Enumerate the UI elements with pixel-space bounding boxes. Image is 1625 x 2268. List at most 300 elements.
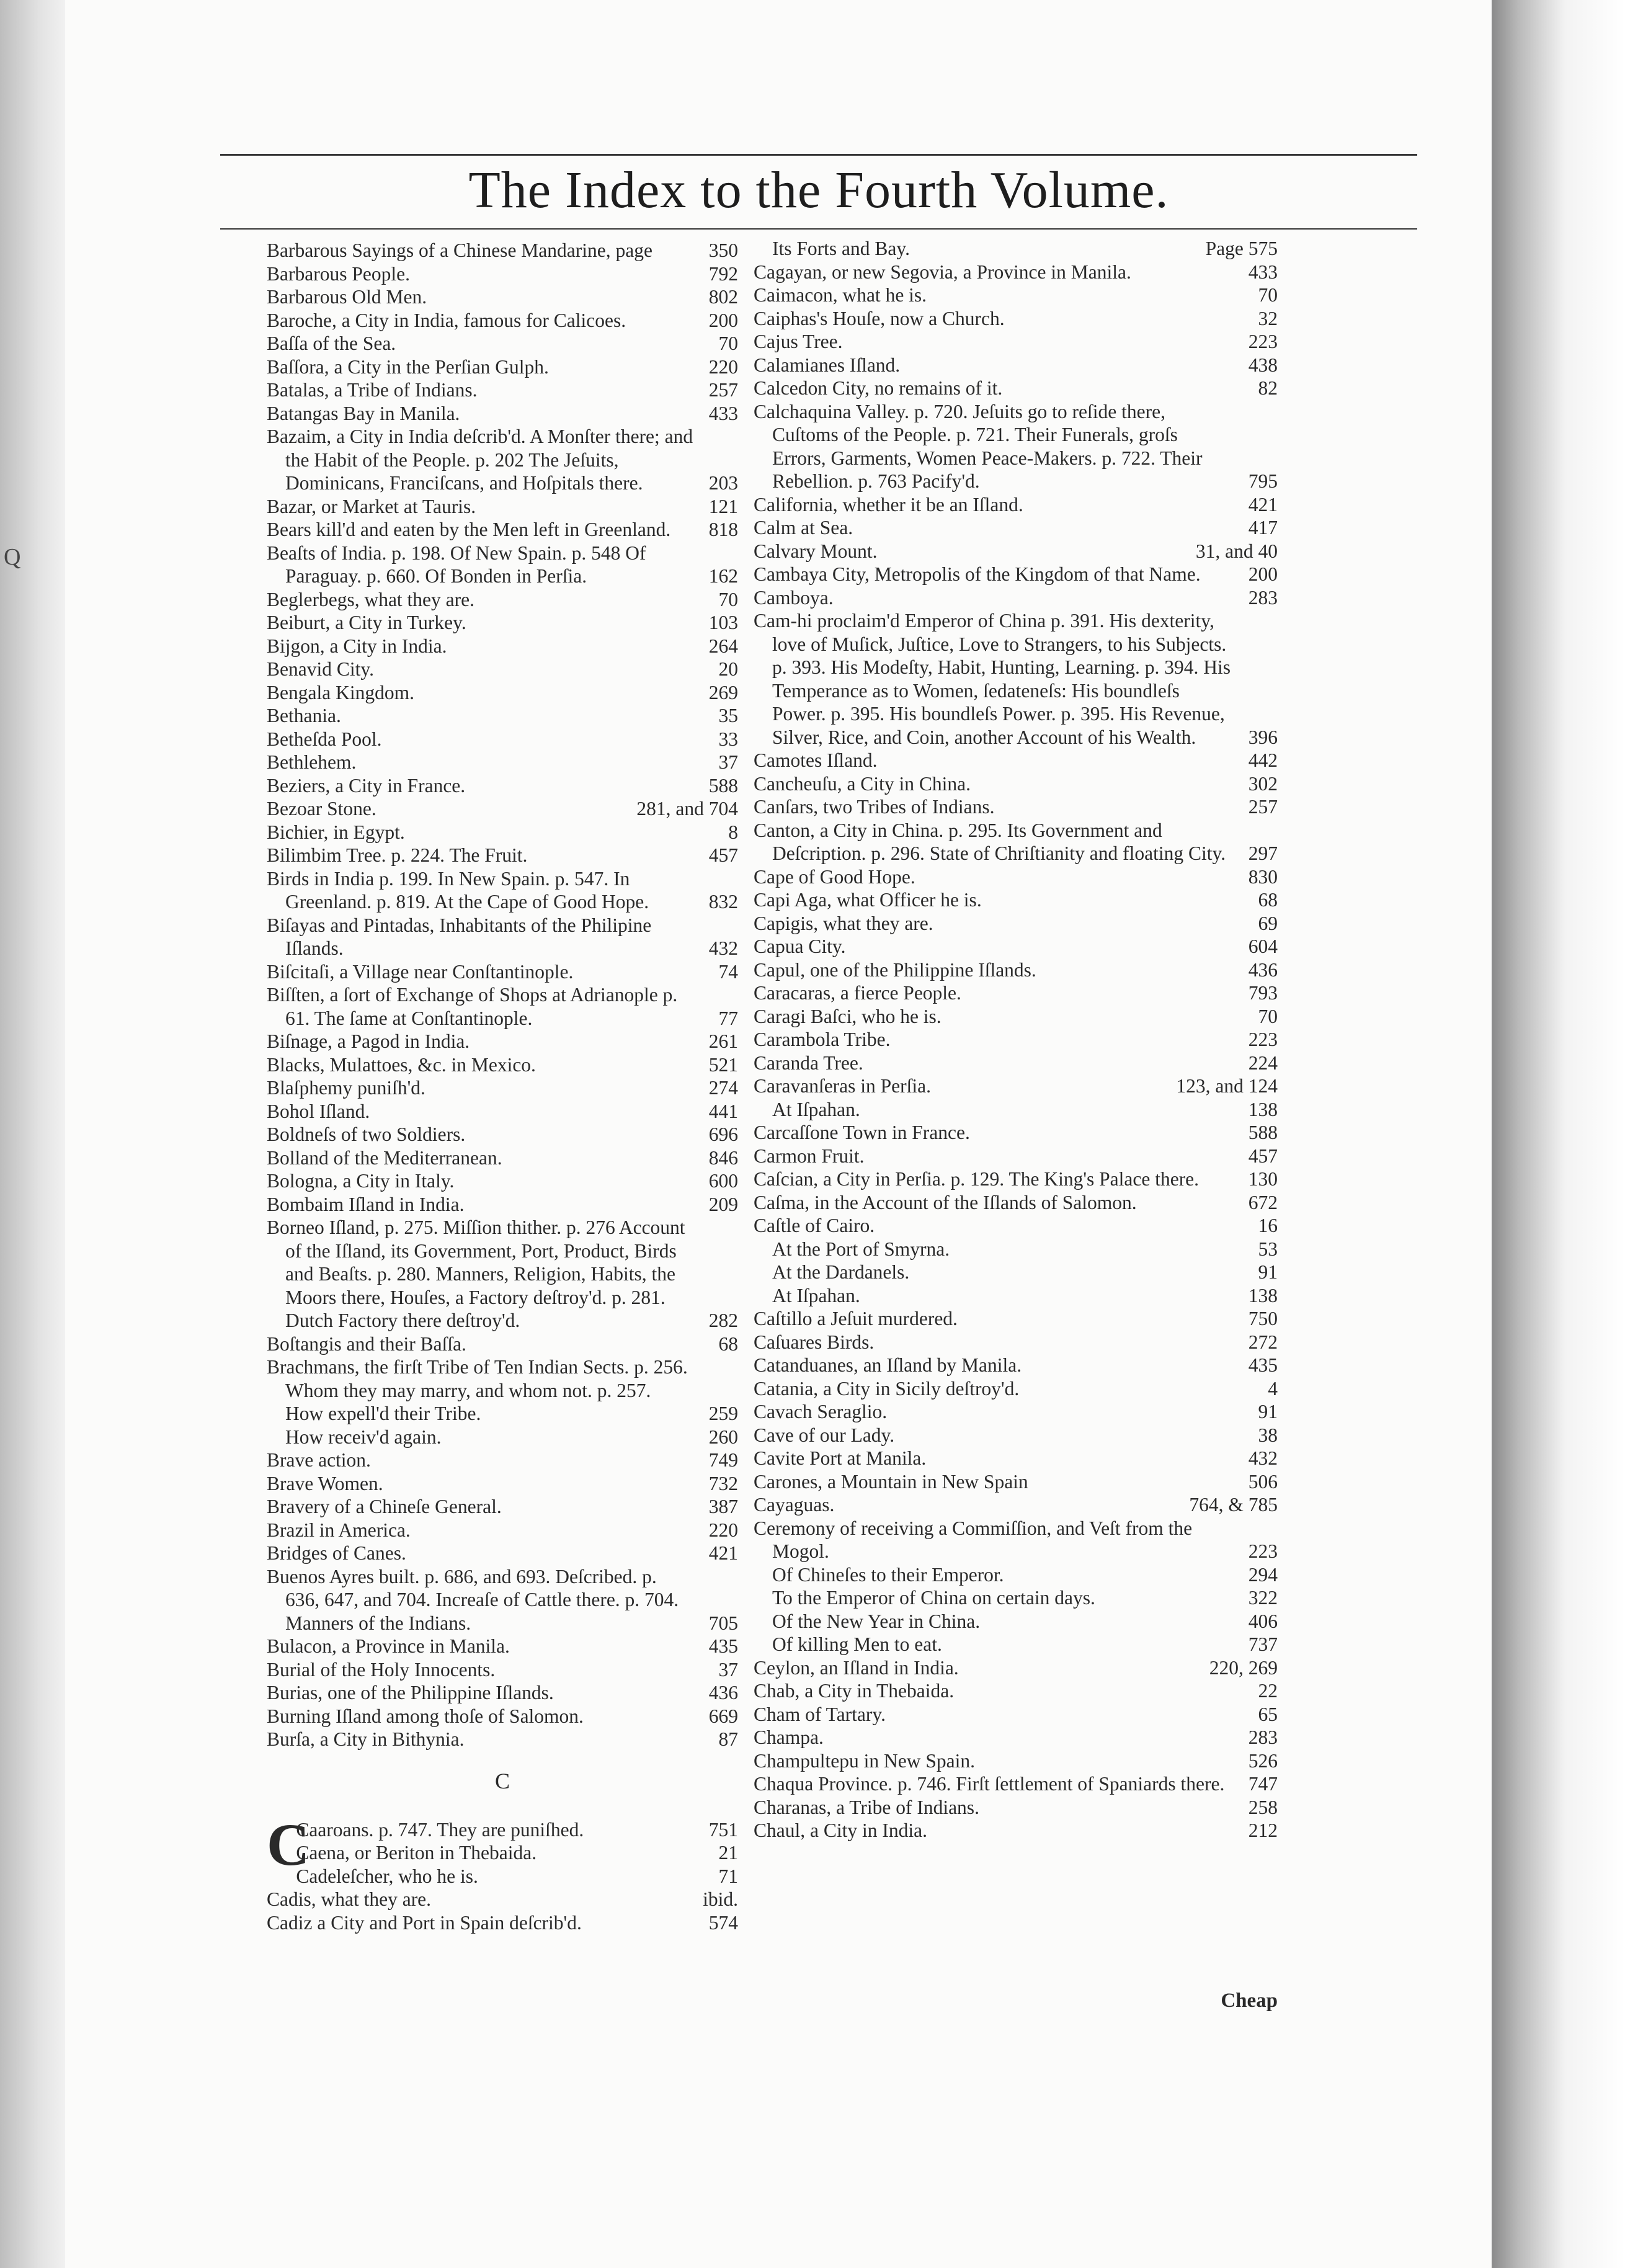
index-entry: [754, 307, 1278, 331]
entry-text: Bologna, a City in Italy.: [267, 1170, 455, 1192]
entry-page-number: 433: [1248, 261, 1278, 283]
entry-page-number: 70: [718, 588, 738, 610]
index-entry: [267, 611, 738, 635]
entry-text: Baſſa of the Sea.: [267, 333, 396, 354]
section-letter: C: [494, 1768, 510, 1793]
entry-text: Cancheuſu, a City in China.: [754, 772, 971, 795]
entry-text: Camboya.: [754, 586, 834, 609]
entry-text: Caravanſeras in Perſia.: [754, 1075, 932, 1097]
index-entry: [267, 239, 738, 262]
entry-text: Bohol Iſland.: [267, 1100, 370, 1122]
entry-text: Of the New Year in China.: [772, 1610, 981, 1632]
index-entry: [754, 1563, 1278, 1587]
entry-text: Caranda Tree.: [754, 1051, 863, 1074]
entry-text: Batangas Bay in Manila.: [267, 402, 460, 424]
entry-text: At the Dardanels.: [772, 1261, 910, 1283]
entry-text: Baroche, a City in India, famous for Calicoes.: [267, 309, 626, 331]
index-entry: [754, 749, 1278, 772]
entry-text: Brave Women.: [267, 1472, 383, 1494]
entry-page-number: 672: [1248, 1191, 1278, 1213]
entry-page-number: 4: [1268, 1377, 1278, 1400]
index-entry: [754, 772, 1278, 796]
entry-page-number: 121: [708, 495, 738, 517]
entry-text: Biſnage, a Pagod in India.: [267, 1030, 470, 1052]
index-entry: [754, 1749, 1278, 1773]
entry-page-number: 138: [1248, 1098, 1278, 1120]
entry-page-number: 223: [1248, 1029, 1278, 1050]
entry-page-number: 200: [1248, 563, 1278, 585]
index-entry: [754, 1074, 1278, 1098]
entry-page-number: 764, & 785: [1189, 1494, 1278, 1516]
entry-page-number: 68: [1258, 889, 1278, 911]
entry-page-number: 846: [708, 1146, 738, 1169]
entry-page-number: 696: [708, 1123, 738, 1145]
entry-text: Bears kill'd and eaten by the Men left in Greenland.: [267, 519, 671, 540]
entry-text: Cham of Tartary.: [754, 1703, 886, 1725]
entry-page-number: 350: [708, 239, 738, 261]
entry-text: Bulacon, a Province in Manila.: [267, 1635, 510, 1657]
entry-text: Burias, one of the Philippine Iſlands.: [267, 1682, 554, 1703]
entry-page-number: 421: [708, 1542, 738, 1564]
entry-text: Birds in India p. 199. In New Spain. p. 547. In Greenland. p. 819. At the Cape of Good Hope.: [267, 867, 649, 913]
entry-text: Champa.: [754, 1726, 824, 1748]
index-entry: [267, 1841, 738, 1865]
entry-page-number: 220, 269: [1209, 1656, 1278, 1679]
entry-page-number: 574: [708, 1911, 738, 1934]
entry-text: Of Chineſes to their Emperor.: [772, 1563, 1004, 1586]
index-entry: [267, 1216, 738, 1333]
entry-page-number: 432: [1248, 1447, 1278, 1469]
index-entry: [754, 284, 1278, 307]
entry-text: Cave of our Lady.: [754, 1424, 895, 1446]
entry-text: Blaſphemy puniſh'd.: [267, 1077, 425, 1099]
entry-page-number: 82: [1258, 377, 1278, 399]
index-entry: [754, 912, 1278, 935]
entry-page-number: 750: [1248, 1308, 1278, 1329]
entry-page-number: 588: [708, 774, 738, 797]
index-entry: [267, 285, 738, 309]
entry-text: California, whether it be an Iſland.: [754, 493, 1023, 516]
index-entry: [754, 1447, 1278, 1470]
index-entry: [267, 1053, 738, 1077]
index-entry: [754, 1400, 1278, 1424]
entry-page-number: 70: [718, 333, 738, 354]
index-entry: [267, 1658, 738, 1682]
index-entry: [267, 1519, 738, 1542]
index-entry: [754, 1610, 1278, 1633]
index-entry: [754, 540, 1278, 563]
entry-page-number: 31, and 40: [1195, 540, 1278, 562]
entry-text: Burial of the Holy Innocents.: [267, 1658, 496, 1681]
entry-page-number: 123, and 124: [1176, 1075, 1278, 1097]
entry-page-number: 457: [708, 844, 738, 866]
entry-page-number: 20: [718, 658, 738, 680]
index-entry: [754, 1284, 1278, 1308]
index-entry: [754, 586, 1278, 610]
entry-page-number: 260: [708, 1426, 738, 1448]
index-entry: [267, 1123, 738, 1146]
entry-page-number: 53: [1258, 1238, 1278, 1260]
entry-page-number: 521: [708, 1053, 738, 1076]
index-entry: [754, 935, 1278, 958]
entry-text: Bazar, or Market at Tauris.: [267, 495, 476, 517]
entry-page-number: 457: [1248, 1145, 1278, 1167]
index-entry: [267, 1865, 738, 1888]
entry-page-number: 65: [1258, 1703, 1278, 1725]
margin-mark: Q: [4, 544, 21, 570]
index-entry: [267, 1681, 738, 1705]
entry-text: At Iſpahan.: [772, 1284, 860, 1306]
entry-text: Bijgon, a City in India.: [267, 635, 447, 657]
entry-text: Bombaim Iſland in India.: [267, 1193, 465, 1215]
entry-page-number: 220: [708, 1519, 738, 1541]
index-entry: [267, 1449, 738, 1472]
entry-page-number: 387: [708, 1496, 738, 1517]
index-entry: [267, 983, 738, 1030]
entry-page-number: 732: [708, 1472, 738, 1494]
index-entry: [267, 1565, 738, 1635]
entry-text: Calvary Mount.: [754, 540, 878, 562]
entry-page-number: 35: [718, 705, 738, 726]
entry-page-number: 818: [708, 519, 738, 540]
entry-text: Biſayas and Pintadas, Inhabitants of the Philipine Iſlands.: [267, 914, 652, 959]
index-entry: [754, 1470, 1278, 1494]
entry-text: Barbarous Sayings of a Chinese Mandarine, page: [267, 239, 652, 261]
entry-page-number: 281, and 704: [636, 798, 738, 819]
entry-text: Bolland of the Mediterranean.: [267, 1146, 502, 1169]
index-entry: [267, 588, 738, 612]
entry-page-number: 441: [708, 1100, 738, 1122]
entry-page-number: Page 575: [1205, 238, 1278, 259]
index-column-left: [267, 239, 738, 1934]
index-entry: [267, 821, 738, 844]
entry-page-number: 792: [708, 262, 738, 285]
entry-page-number: 69: [1258, 912, 1278, 934]
index-entry: [267, 1193, 738, 1217]
entry-text: Ceremony of receiving a Commiſſion, and Veſt from the Mogol.: [754, 1517, 1193, 1562]
entry-text: Bethlehem.: [267, 751, 357, 773]
entry-page-number: 432: [708, 937, 738, 959]
entry-text: How receiv'd again.: [285, 1426, 442, 1448]
entry-text: Burning Iſland among thoſe of Salomon.: [267, 1705, 584, 1727]
entry-page-number: 16: [1258, 1215, 1278, 1236]
index-entry: [754, 1307, 1278, 1331]
entry-text: Cavach Seraglio.: [754, 1401, 888, 1422]
index-entry: [267, 1169, 738, 1193]
entry-page-number: 71: [718, 1865, 738, 1887]
index-entry: [267, 1355, 738, 1426]
entry-page-number: 200: [708, 309, 738, 331]
entry-page-number: 209: [708, 1193, 738, 1215]
index-entry: [754, 1517, 1278, 1563]
index-entry: [754, 1633, 1278, 1656]
entry-page-number: 297: [1248, 842, 1278, 864]
entry-page-number: 259: [708, 1403, 738, 1424]
entry-page-number: 421: [1248, 493, 1278, 516]
entry-text: Bethania.: [267, 705, 341, 726]
entry-page-number: 749: [708, 1449, 738, 1471]
entry-page-number: 38: [1258, 1424, 1278, 1446]
entry-page-number: 264: [708, 635, 738, 657]
entry-text: Cadis, what they are.: [267, 1888, 432, 1910]
entry-page-number: 37: [718, 1658, 738, 1681]
index-entry: [754, 563, 1278, 586]
index-entry: [754, 493, 1278, 517]
entry-page-number: 138: [1248, 1284, 1278, 1306]
entry-page-number: 438: [1248, 354, 1278, 376]
catchword: Cheap: [1221, 1989, 1278, 2012]
entry-text: Chaul, a City in India.: [754, 1819, 927, 1841]
index-entry: [754, 888, 1278, 912]
entry-text: Boſtangis and their Baſſa.: [267, 1333, 466, 1355]
entry-page-number: 406: [1248, 1610, 1278, 1632]
entry-text: Biſſten, a ſort of Exchange of Shops at Adrianople p. 61. The ſame at Conſtantinople.: [267, 984, 678, 1029]
index-entry: [267, 402, 738, 426]
index-entry: [754, 609, 1278, 749]
entry-page-number: 294: [1248, 1563, 1278, 1586]
entry-page-number: 21: [718, 1842, 738, 1864]
entry-page-number: 91: [1258, 1261, 1278, 1283]
left-page-edge: [0, 0, 65, 2268]
index-entry: [267, 658, 738, 681]
entry-text: Cagayan, or new Segovia, a Province in Manila.: [754, 261, 1131, 283]
index-entry: [754, 377, 1278, 400]
entry-text: Beziers, a City in France.: [267, 774, 466, 797]
index-entry: [754, 1679, 1278, 1703]
entry-text: Burſa, a City in Bithynia.: [267, 1728, 465, 1750]
index-column-right: [754, 237, 1278, 1842]
entry-text: Capul, one of the Philippine Iſlands.: [754, 958, 1036, 981]
entry-page-number: 269: [708, 681, 738, 703]
index-entry: [267, 1076, 738, 1100]
entry-text: Beglerbegs, what they are.: [267, 588, 474, 610]
entry-page-number: 70: [1258, 284, 1278, 306]
entry-page-number: 282: [708, 1310, 738, 1331]
index-entry: [754, 516, 1278, 540]
entry-page-number: 68: [718, 1333, 738, 1355]
index-entry: [267, 378, 738, 402]
index-entry: [754, 1238, 1278, 1261]
entry-text: Carambola Tribe.: [754, 1029, 891, 1050]
entry-text: Carcaſſone Town in France.: [754, 1122, 970, 1143]
index-entry: [267, 542, 738, 588]
entry-text: Catania, a City in Sicily deſtroy'd.: [754, 1377, 1020, 1400]
entry-text: Beiburt, a City in Turkey.: [267, 612, 466, 633]
entry-text: Brave action.: [267, 1449, 371, 1471]
entry-text: Caſcian, a City in Perſia. p. 129. The King's Palace there.: [754, 1168, 1200, 1190]
index-entry: [267, 681, 738, 705]
entry-page-number: 436: [1248, 958, 1278, 981]
entry-page-number: 130: [1248, 1168, 1278, 1190]
entry-text: At Iſpahan.: [772, 1098, 860, 1120]
entry-page-number: 604: [1248, 935, 1278, 957]
entry-page-number: 442: [1248, 749, 1278, 771]
index-entry: [754, 1028, 1278, 1051]
entry-page-number: 795: [1248, 470, 1278, 492]
index-entry: [754, 1354, 1278, 1377]
entry-text: Cambaya City, Metropolis of the Kingdom of that Name.: [754, 563, 1201, 585]
index-entry: [754, 354, 1278, 377]
entry-text: Cayaguas.: [754, 1494, 835, 1516]
index-entry: [267, 797, 738, 821]
entry-text: Calchaquina Valley. p. 720. Jeſuits go to reſide there, Cuſtoms of the People. p. 721. Their Funerals, groſs Errors, Garments, Women Peace-Makers. p. 722. Their Rebellion. p. 763 Pacify'd.: [754, 400, 1203, 492]
index-entry: [267, 518, 738, 542]
entry-text: Cadeleſcher, who he is.: [296, 1865, 478, 1887]
entry-page-number: 223: [1248, 1540, 1278, 1562]
index-entry: [754, 1121, 1278, 1145]
index-entry: [267, 1030, 738, 1053]
entry-text: Beaſts of India. p. 198. Of New Spain. p. 548 Of Paraguay. p. 660. Of Bonden in Perſia.: [267, 542, 646, 587]
entry-page-number: 258: [1248, 1796, 1278, 1818]
entry-text: To the Emperor of China on certain days.: [772, 1587, 1095, 1609]
entry-page-number: 223: [1248, 331, 1278, 352]
entry-page-number: 8: [728, 821, 738, 843]
entry-text: Cadiz a City and Port in Spain deſcrib'd.: [267, 1911, 582, 1934]
entry-page-number: 396: [1248, 726, 1278, 748]
entry-text: Blacks, Mulattoes, &c. in Mexico.: [267, 1053, 536, 1076]
entry-text: Borneo Iſland, p. 275. Miſſion thither. p. 276 Account of the Iſland, its Government, Port, Product, Birds and Beaſts. p. 280. Manners, Religion, Habits, the Moors there, Houſes, a Factory deſtroy'd. p. 281. Dutch Factory there deſtroy'd.: [267, 1217, 685, 1331]
index-entry: [267, 914, 738, 960]
index-entry: [754, 330, 1278, 354]
index-entry: [267, 262, 738, 286]
entry-page-number: 220: [708, 355, 738, 378]
entry-text: Caſma, in the Account of the Iſlands of Salomon.: [754, 1191, 1137, 1213]
index-entry: [754, 1796, 1278, 1819]
index-entry: [267, 1426, 738, 1449]
index-entry: [754, 1703, 1278, 1726]
entry-page-number: 212: [1248, 1819, 1278, 1841]
entry-page-number: 87: [718, 1728, 738, 1750]
entry-page-number: 830: [1248, 865, 1278, 888]
entry-text: Charanas, a Tribe of Indians.: [754, 1796, 979, 1818]
entry-page-number: 74: [718, 960, 738, 983]
entry-text: Capi Aga, what Officer he is.: [754, 889, 982, 911]
index-entry: [267, 728, 738, 751]
entry-page-number: 669: [708, 1705, 738, 1727]
entry-page-number: 526: [1248, 1749, 1278, 1772]
entry-text: Canton, a City in China. p. 295. Its Government and Deſcription. p. 296. State of Chriſtianity and floating City.: [754, 819, 1226, 864]
entry-page-number: 224: [1248, 1051, 1278, 1074]
index-entry: [754, 958, 1278, 982]
entry-text: Chab, a City in Thebaida.: [754, 1680, 955, 1702]
entry-text: Bravery of a Chineſe General.: [267, 1496, 502, 1517]
entry-page-number: 747: [1248, 1773, 1278, 1795]
entry-text: Chaqua Province. p. 746. Firſt ſettlement of Spaniards there.: [754, 1773, 1225, 1795]
entry-text: Calm at Sea.: [754, 517, 853, 538]
entry-page-number: 302: [1248, 772, 1278, 795]
entry-text: Champultepu in New Spain.: [754, 1749, 975, 1772]
index-entry: [267, 1100, 738, 1123]
entry-page-number: 751: [708, 1818, 738, 1841]
index-entry: [754, 1819, 1278, 1842]
entry-text: Betheſda Pool.: [267, 728, 382, 750]
entry-text: Caſtle of Cairo.: [754, 1215, 875, 1236]
index-entry: [267, 960, 738, 984]
page-title: The Index to the Fourth Volume.: [468, 161, 1169, 219]
entry-text: Of killing Men to eat.: [772, 1633, 942, 1655]
index-entry: [267, 635, 738, 658]
entry-page-number: 203: [708, 472, 738, 494]
index-entry: [267, 751, 738, 774]
entry-text: Caſuares Birds.: [754, 1331, 875, 1353]
entry-text: Cam-hi proclaim'd Emperor of China p. 391. His dexterity, love of Muſick, Juſtice, Love to Strangers, to his Subjects. p. 393. His Modeſty, Habit, Hunting, Learning. p. 394. His Temperance as to Women, ſedateneſs: His boundleſs Power. p. 395. His boundleſs Power. p. 395. His Revenue, Silver, Rice, and Coin, another Account of his Wealth.: [754, 610, 1231, 748]
index-entry: [754, 237, 1278, 261]
index-entry: [267, 844, 738, 867]
entry-page-number: 37: [718, 751, 738, 773]
entry-page-number: 257: [1248, 796, 1278, 818]
index-entry: [267, 1146, 738, 1170]
entry-text: Caſtillo a Jeſuit murdered.: [754, 1308, 958, 1329]
entry-text: Caena, or Beriton in Thebaida.: [296, 1842, 537, 1864]
entry-text: Caragi Baſci, who he is.: [754, 1005, 942, 1027]
index-entry: [754, 261, 1278, 284]
index-entry: [267, 704, 738, 728]
index-entry: [754, 865, 1278, 889]
drop-cap: C: [267, 1811, 310, 1878]
entry-page-number: 588: [1248, 1122, 1278, 1143]
entry-text: Caaroans. p. 747. They are puniſhed.: [296, 1818, 584, 1841]
index-entry: [754, 1191, 1278, 1215]
entry-text: Bichier, in Egypt.: [267, 821, 405, 843]
entry-text: Cavite Port at Manila.: [754, 1447, 927, 1469]
index-entry: [267, 425, 738, 495]
entry-text: Calcedon City, no remains of it.: [754, 377, 1003, 399]
index-entry: [267, 1542, 738, 1565]
entry-text: Bazaim, a City in India deſcrib'd. A Monſter there; and the Habit of the People. p. 202 The Jeſuits, Dominicans, Franciſcans, and Hoſpitals there.: [267, 426, 693, 494]
entry-page-number: 103: [708, 612, 738, 633]
entry-page-number: 70: [1258, 1005, 1278, 1027]
entry-page-number: 433: [708, 402, 738, 424]
entry-page-number: 793: [1248, 982, 1278, 1004]
entry-page-number: 77: [718, 1007, 738, 1029]
entry-text: Carones, a Mountain in New Spain: [754, 1470, 1028, 1493]
entry-page-number: 737: [1248, 1633, 1278, 1655]
entry-text: Capua City.: [754, 935, 846, 957]
index-entry: [267, 332, 738, 355]
index-entry: [754, 1586, 1278, 1610]
entry-text: Brachmans, the firſt Tribe of Ten Indian Sects. p. 256. Whom they may marry, and whom not. p. 257. How expell'd their Tribe.: [267, 1356, 688, 1424]
entry-text: Canſars, two Tribes of Indians.: [754, 796, 995, 818]
entry-text: Its Forts and Bay.: [772, 238, 910, 259]
entry-page-number: 600: [708, 1170, 738, 1192]
index-entry: [754, 1098, 1278, 1122]
entry-text: Baſſora, a City in the Perſian Gulph.: [267, 355, 549, 378]
entry-page-number: 283: [1248, 586, 1278, 609]
entry-text: Boldneſs of two Soldiers.: [267, 1123, 466, 1145]
entry-page-number: 435: [1248, 1354, 1278, 1376]
index-entry: [754, 1493, 1278, 1517]
entry-page-number: 22: [1258, 1680, 1278, 1702]
entry-text: Caimacon, what he is.: [754, 284, 927, 306]
entry-text: Camotes Iſland.: [754, 749, 878, 771]
entry-text: Bengala Kingdom.: [267, 681, 414, 703]
index-entry: [754, 981, 1278, 1005]
index-entry: [754, 795, 1278, 819]
entry-page-number: 162: [708, 565, 738, 587]
entry-text: Bilimbim Tree. p. 224. The Fruit.: [267, 844, 528, 866]
entry-text: Batalas, a Tribe of Indians.: [267, 379, 478, 401]
entry-page-number: 322: [1248, 1587, 1278, 1609]
book-gutter: [1492, 0, 1625, 2268]
entry-page-number: 91: [1258, 1401, 1278, 1422]
index-entry: [267, 309, 738, 333]
entry-text: Carmon Fruit.: [754, 1145, 865, 1167]
entry-page-number: 272: [1248, 1331, 1278, 1353]
index-entry: [754, 1051, 1278, 1075]
entry-page-number: 261: [708, 1030, 738, 1052]
entry-page-number: 33: [718, 728, 738, 750]
entry-text: Caracaras, a fierce People.: [754, 982, 961, 1004]
